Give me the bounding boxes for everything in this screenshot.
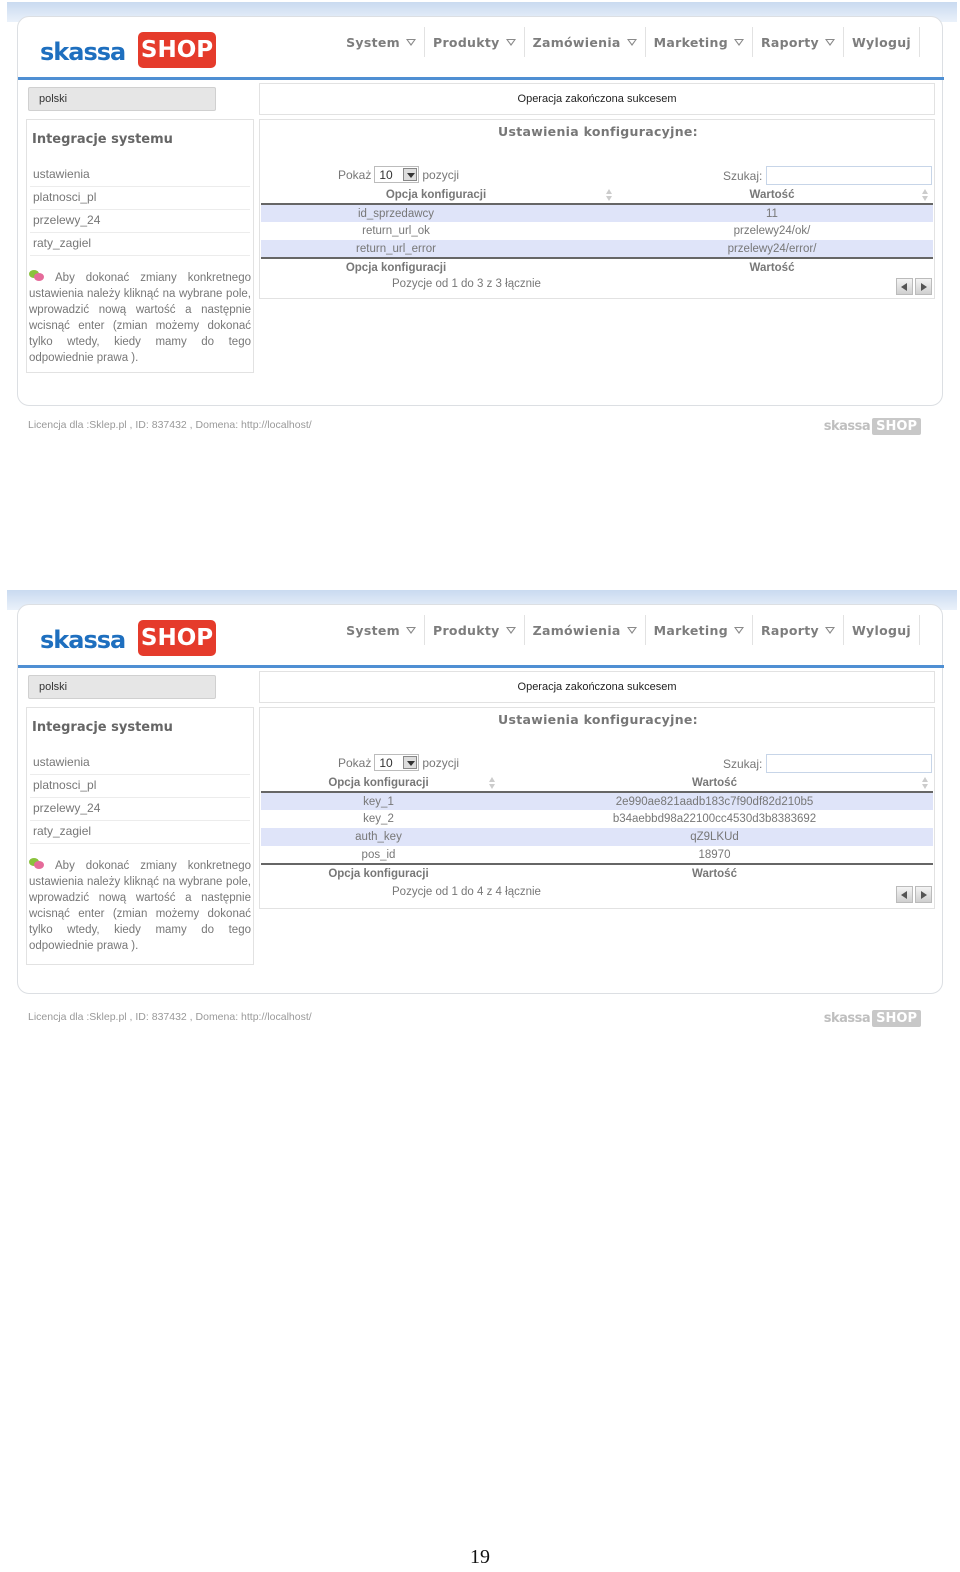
column-footer-option: Opcja konfiguracji xyxy=(261,864,496,882)
sidebar-item-raty-zagiel[interactable]: raty_zagiel xyxy=(30,233,250,256)
show-suffix: pozycji xyxy=(422,167,460,182)
hint-text: Aby dokonać zmiany konkretnego ustawienia należy kliknąć na wybrane pole, wprowadzić nową wartość a następnie wcisnąć enter (zmian możemy dokonać tylko wtedy, kiedy mamy do tego odpowiednie prawa ). xyxy=(29,272,251,364)
table-row[interactable] xyxy=(261,240,933,258)
page-size-select[interactable] xyxy=(374,754,419,771)
nav-label: System xyxy=(346,34,400,50)
chevron-down-icon xyxy=(506,39,516,46)
show-label: Pokaż xyxy=(338,755,372,770)
sidebar-item-ustawienia[interactable]: ustawienia xyxy=(30,164,250,187)
column-label: Opcja konfiguracji xyxy=(328,776,429,789)
admin-frame xyxy=(17,604,943,994)
logo-text: skassa xyxy=(40,626,126,654)
header xyxy=(18,17,944,79)
logo-shop-badge: SHOP xyxy=(138,620,216,656)
header xyxy=(18,605,944,667)
pagination xyxy=(894,278,932,295)
nav-marketing[interactable] xyxy=(646,615,753,645)
speech-bubbles-icon xyxy=(29,270,45,282)
nav-label: Raporty xyxy=(760,622,819,638)
sidebar-title: Integracje systemu xyxy=(32,720,173,735)
page-size-value: 10 xyxy=(379,755,393,770)
sidebar-item-raty-zagiel[interactable]: raty_zagiel xyxy=(30,821,250,844)
column-footer-value: Wartość xyxy=(496,864,933,882)
hint-text: Aby dokonać zmiany konkretnego ustawienia należy kliknąć na wybrane pole, wprowadzić nową wartość a następnie wcisnąć enter (zmian możemy dokonać tylko wtedy, kiedy mamy do tego odpowiednie prawa ). xyxy=(29,860,251,952)
option-cell[interactable]: key_1 xyxy=(261,792,496,810)
nav-produkty[interactable] xyxy=(425,27,525,57)
nav-system[interactable] xyxy=(338,615,425,645)
column-header-value[interactable] xyxy=(611,186,933,204)
chevron-down-icon xyxy=(627,39,637,46)
column-footer-value: Wartość xyxy=(611,258,933,276)
success-message: Operacja zakończona sukcesem xyxy=(259,83,935,115)
content-title: Ustawienia konfiguracyjne: xyxy=(498,712,698,727)
config-panel xyxy=(259,707,935,909)
admin-frame xyxy=(17,16,943,406)
nav-zamowienia[interactable] xyxy=(525,615,646,645)
chevron-down-icon xyxy=(506,627,516,634)
page-size-select[interactable] xyxy=(374,166,419,183)
nav-label: Zamówienia xyxy=(532,622,621,638)
config-table xyxy=(261,186,933,276)
sidebar-item-przelewy-24[interactable]: przelewy_24 xyxy=(30,210,250,233)
nav-wyloguj[interactable] xyxy=(844,27,920,57)
page-size-value: 10 xyxy=(379,167,393,182)
chevron-down-icon xyxy=(627,627,637,634)
footer-logo-text: skassa xyxy=(823,1011,871,1026)
column-header-option[interactable] xyxy=(261,774,496,792)
prev-page-icon[interactable] xyxy=(896,278,913,295)
footer-logo xyxy=(824,418,921,435)
config-table xyxy=(261,774,933,882)
chevron-down-icon xyxy=(734,627,744,634)
nav-label: Marketing xyxy=(653,622,728,638)
value-cell[interactable]: 11 xyxy=(611,204,933,222)
value-cell[interactable]: b34aebbd98a22100cc4530d3b8383692 xyxy=(612,813,817,825)
search-input[interactable] xyxy=(766,754,932,773)
show-label: Pokaż xyxy=(338,167,372,182)
nav-label: Raporty xyxy=(760,34,819,50)
value-cell[interactable]: qZ9LKUd xyxy=(496,828,933,846)
nav-produkty[interactable] xyxy=(425,615,525,645)
value-cell[interactable]: 2e990ae821aadb183c7f90df82d210b5 xyxy=(496,792,933,810)
pagination xyxy=(894,886,932,903)
footer-logo-text: skassa xyxy=(823,419,871,434)
next-page-icon[interactable] xyxy=(915,278,932,295)
hint-box xyxy=(29,858,251,954)
license-footer: Licencja dla :Sklep.pl , ID: 837432 , Domena: http://localhost/ xyxy=(28,419,312,431)
option-cell[interactable]: return_url_error xyxy=(261,240,611,258)
option-cell[interactable]: id_sprzedawcy xyxy=(261,204,611,222)
nav-label: Zamówienia xyxy=(532,34,621,50)
content-title: Ustawienia konfiguracyjne: xyxy=(498,124,698,139)
show-suffix: pozycji xyxy=(422,755,460,770)
nav-label: Produkty xyxy=(433,34,500,50)
sidebar-item-ustawienia[interactable]: ustawienia xyxy=(30,752,250,775)
nav-marketing[interactable] xyxy=(646,27,753,57)
page-size-control xyxy=(338,754,459,771)
column-label: Wartość xyxy=(749,188,795,201)
search-label: Szukaj: xyxy=(723,756,763,771)
search-input[interactable] xyxy=(766,166,932,185)
footer-logo-badge: SHOP xyxy=(872,1010,921,1027)
main-nav xyxy=(338,27,920,57)
option-cell[interactable]: return_url_ok xyxy=(362,225,430,237)
prev-page-icon[interactable] xyxy=(896,886,913,903)
option-cell[interactable]: auth_key xyxy=(261,828,496,846)
table-row[interactable] xyxy=(261,810,933,828)
column-header-option[interactable] xyxy=(261,186,611,204)
table-info: Pozycje od 1 do 3 z 3 łącznie xyxy=(392,278,541,290)
dropdown-arrow-icon[interactable] xyxy=(403,756,417,769)
sidebar-item-platnosci-pl[interactable]: platnosci_pl xyxy=(30,775,250,798)
table-info: Pozycje od 1 do 4 z 4 łącznie xyxy=(392,886,541,898)
column-footer-option: Opcja konfiguracji xyxy=(261,258,611,276)
logo-text: skassa xyxy=(40,38,126,66)
screenshot-2 xyxy=(7,590,957,1040)
footer-logo xyxy=(824,1010,921,1027)
page-number: 19 xyxy=(470,1546,490,1568)
footer-logo-badge: SHOP xyxy=(872,418,921,435)
nav-wyloguj[interactable] xyxy=(844,615,920,645)
language-select[interactable]: polski xyxy=(28,87,216,111)
nav-label: Wyloguj xyxy=(851,34,911,50)
sidebar-item-przelewy-24[interactable]: przelewy_24 xyxy=(30,798,250,821)
nav-label: System xyxy=(346,622,400,638)
column-label: Wartość xyxy=(692,776,737,789)
sidebar xyxy=(26,707,254,965)
speech-bubbles-icon xyxy=(29,858,45,870)
table-row[interactable] xyxy=(261,792,933,810)
nav-label: Wyloguj xyxy=(851,622,911,638)
language-select[interactable]: polski xyxy=(28,675,216,699)
search-control xyxy=(723,754,932,773)
nav-raporty[interactable] xyxy=(753,615,844,645)
sidebar-title: Integracje systemu xyxy=(32,132,173,147)
chevron-down-icon xyxy=(734,39,744,46)
chevron-down-icon xyxy=(406,39,416,46)
search-control xyxy=(723,166,932,185)
logo[interactable] xyxy=(40,620,216,656)
screenshot-1 xyxy=(7,2,957,452)
column-label: Opcja konfiguracji xyxy=(385,188,487,201)
header-rule xyxy=(18,77,944,80)
logo[interactable] xyxy=(40,32,216,68)
main-nav xyxy=(338,615,920,645)
hint-box xyxy=(29,270,251,366)
option-cell[interactable]: key_2 xyxy=(363,813,394,825)
dropdown-arrow-icon[interactable] xyxy=(403,168,417,181)
sort-icon xyxy=(922,777,929,790)
sort-icon xyxy=(489,777,496,790)
option-cell[interactable]: pos_id xyxy=(361,848,396,861)
sidebar-item-platnosci-pl[interactable]: platnosci_pl xyxy=(30,187,250,210)
value-cell[interactable]: przelewy24/error/ xyxy=(611,240,933,258)
nav-zamowienia[interactable] xyxy=(525,27,646,57)
search-label: Szukaj: xyxy=(723,168,763,183)
license-footer: Licencja dla :Sklep.pl , ID: 837432 , Domena: http://localhost/ xyxy=(28,1011,312,1023)
chevron-down-icon xyxy=(825,627,835,634)
sort-icon xyxy=(922,189,929,202)
value-cell[interactable]: 18970 xyxy=(698,848,731,861)
value-cell[interactable]: przelewy24/ok/ xyxy=(733,225,811,237)
nav-raporty[interactable] xyxy=(753,27,844,57)
nav-system[interactable] xyxy=(338,27,425,57)
chevron-down-icon xyxy=(825,39,835,46)
table-row[interactable] xyxy=(261,204,933,222)
chevron-down-icon xyxy=(406,627,416,634)
nav-label: Marketing xyxy=(653,34,728,50)
logo-shop-badge: SHOP xyxy=(138,32,216,68)
page-size-control xyxy=(338,166,459,183)
sidebar-list xyxy=(30,752,250,844)
sidebar-list xyxy=(30,164,250,256)
success-message: Operacja zakończona sukcesem xyxy=(259,671,935,703)
next-page-icon[interactable] xyxy=(915,886,932,903)
nav-label: Produkty xyxy=(433,622,500,638)
sidebar xyxy=(26,119,254,373)
column-header-value[interactable] xyxy=(496,774,933,792)
config-panel xyxy=(259,119,935,299)
header-rule xyxy=(18,665,944,668)
table-row[interactable] xyxy=(261,222,933,240)
table-row[interactable] xyxy=(261,828,933,846)
table-row[interactable] xyxy=(261,846,933,864)
